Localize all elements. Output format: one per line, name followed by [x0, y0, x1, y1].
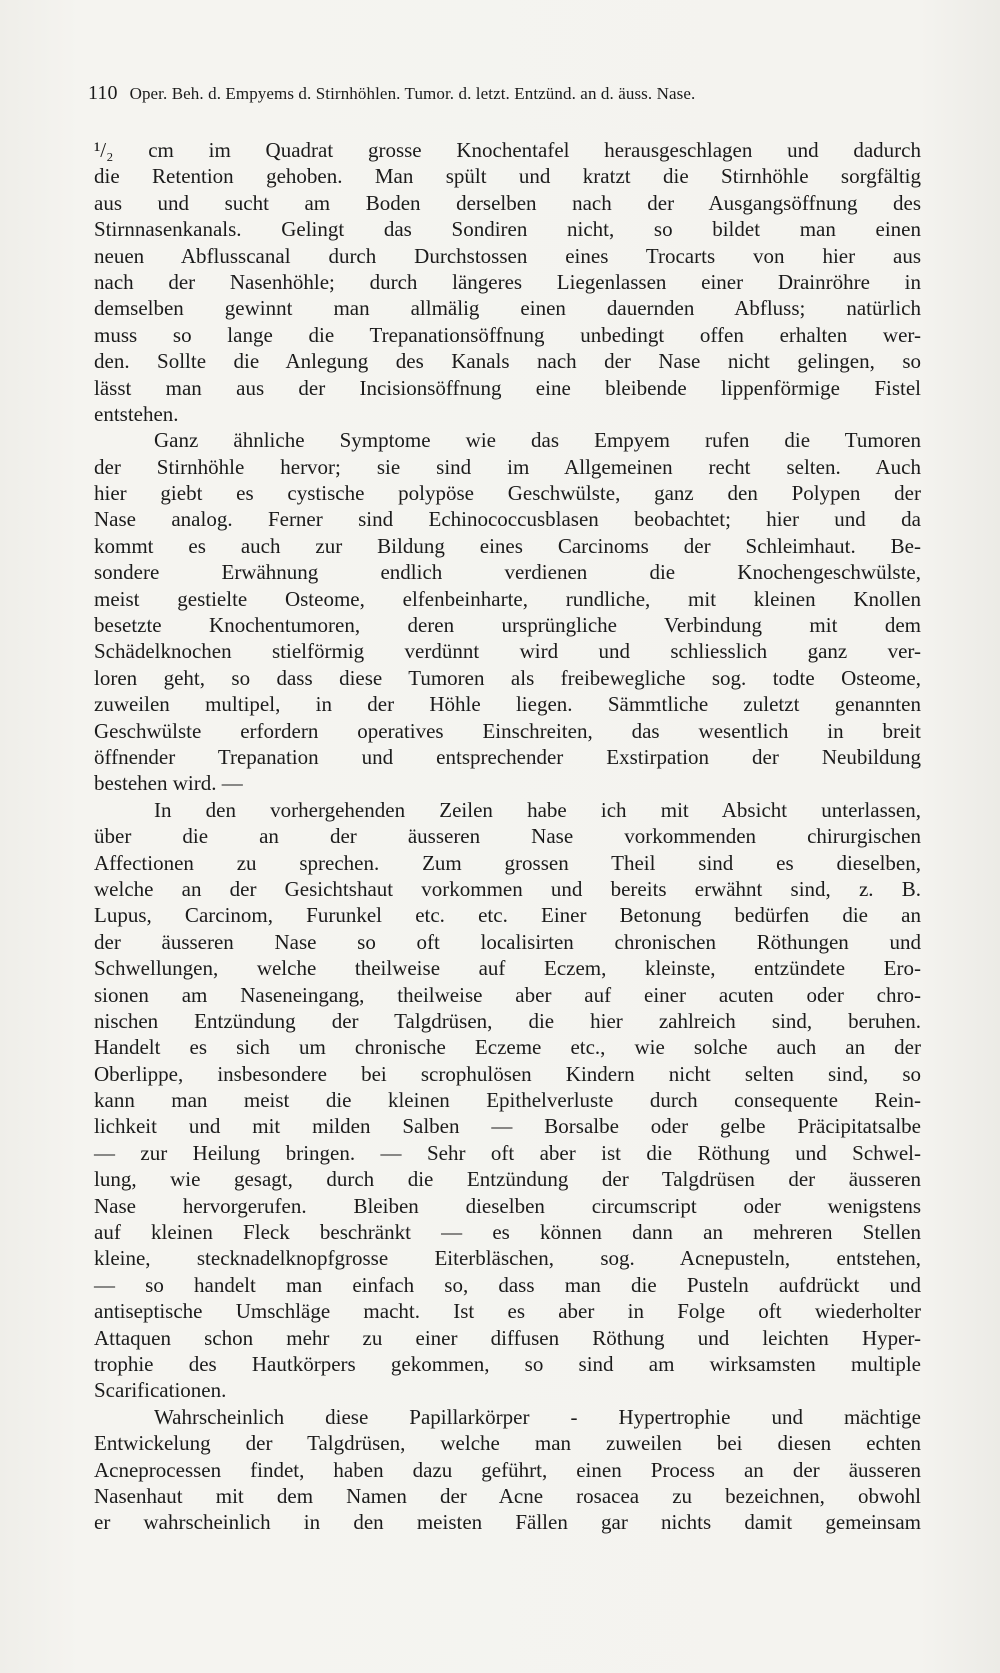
text-line: trophie des Hautkörpers gekommen, so sind am wirksamsten multiple [94, 1351, 921, 1376]
text-line: lung, wie gesagt, durch die Entzündung der Talgdrüsen der äusseren [94, 1167, 921, 1192]
text-line: antiseptische Umschläge macht. Ist es aber in Folge oft wiederholter [94, 1299, 921, 1324]
text-line: hier giebt es cystische polypöse Geschwülste, ganz den Polypen der [94, 481, 921, 506]
text-line: nischen Entzündung der Talgdrüsen, die hier zahlreich sind, beruhen. [94, 1008, 921, 1033]
paragraph [94, 797, 921, 1404]
text-line: Scarificationen. [94, 1378, 227, 1403]
text-line: Wahrscheinlich diese Papillarkörper - Hypertrophie und mächtige [154, 1404, 921, 1429]
text-line: Ganz ähnliche Symptome wie das Empyem rufen die Tumoren [154, 428, 921, 453]
paragraph [94, 137, 921, 427]
text-line: bestehen wird. — [94, 771, 243, 796]
text-line: welche an der Gesichtshaut vorkommen und bereits erwähnt sind, z. B. [94, 876, 921, 901]
running-title: Oper. Beh. d. Empyems d. Stirnhöhlen. Tumor. d. letzt. Entzünd. an d. äuss. Nase. [129, 84, 696, 103]
text-line: neuen Abflusscanal durch Durchstossen eines Trocarts von hier aus [94, 243, 921, 268]
text-line: auf kleinen Fleck beschränkt — es können dann an mehreren Stellen [94, 1220, 921, 1245]
text-line: kann man meist die kleinen Epithelverluste durch consequente Rein- [94, 1088, 921, 1113]
text-line: lässt man aus der Incisionsöffnung eine bleibende lippenförmige Fistel [94, 375, 921, 400]
text-line: sionen am Naseneingang, theilweise aber auf einer acuten oder chro- [94, 982, 921, 1007]
text-line: In den vorhergehenden Zeilen habe ich mit Absicht unterlassen, [154, 797, 921, 822]
paragraph [94, 427, 921, 796]
text-line: Acneprocessen findet, haben dazu geführt, einen Process an der äusseren [94, 1457, 921, 1482]
text-line: Nase hervorgerufen. Bleiben dieselben circumscript oder wenigstens [94, 1193, 921, 1218]
text-line: aus und sucht am Boden derselben nach der Ausgangsöffnung des [94, 190, 921, 215]
text-line: Schädelknochen stielförmig verdünnt wird und schliesslich ganz ver- [94, 639, 921, 664]
text-line: den. Sollte die Anlegung des Kanals nach der Nase nicht gelingen, so [94, 349, 921, 374]
text-line: nach der Nasenhöhle; durch längeres Liegenlassen einer Drainröhre in [94, 269, 921, 294]
text-line: Attaquen schon mehr zu einer diffusen Röthung und leichten Hyper- [94, 1325, 921, 1350]
text-line: der äusseren Nase so oft localisirten chronischen Röthungen und [94, 929, 921, 954]
text-line: der Stirnhöhle hervor; sie sind im Allgemeinen recht selten. Auch [94, 454, 921, 479]
text-line: Oberlippe, insbesondere bei scrophulösen Kindern nicht selten sind, so [94, 1061, 921, 1086]
text-line: zuweilen multipel, in der Höhle liegen. Sämmtliche zuletzt genannten [94, 692, 921, 717]
text-line: Geschwülste erfordern operatives Einschreiten, das wesentlich in breit [94, 718, 921, 743]
text-line: demselben gewinnt man allmälig einen dauernden Abfluss; natürlich [94, 296, 921, 321]
text-line: die Retention gehoben. Man spült und kratzt die Stirnhöhle sorgfältig [94, 164, 921, 189]
text-line: lichkeit und mit milden Salben — Borsalbe oder gelbe Präcipitatsalbe [94, 1114, 921, 1139]
text-line: Stirnnasenkanals. Gelingt das Sondiren nicht, so bildet man einen [94, 217, 921, 242]
text-line: muss so lange die Trepanationsöffnung unbedingt offen erhalten wer- [94, 322, 921, 347]
text-line: Schwellungen, welche theilweise auf Eczem, kleinste, entzündete Ero- [94, 956, 921, 981]
text-line: öffnender Trepanation und entsprechender Exstirpation der Neubildung [94, 744, 921, 769]
text-line: meist gestielte Osteome, elfenbeinharte, rundliche, mit kleinen Knollen [94, 586, 921, 611]
text-line: — so handelt man einfach so, dass man die Pusteln aufdrückt und [94, 1272, 921, 1297]
page-number: 110 [88, 82, 118, 104]
text-line: Nase analog. Ferner sind Echinococcusblasen beobachtet; hier und da [94, 507, 921, 532]
running-header [88, 82, 920, 105]
paragraph [94, 1404, 921, 1536]
text-line: kommt es auch zur Bildung eines Carcinoms der Schleimhaut. Be- [94, 533, 921, 558]
text-line: er wahrscheinlich in den meisten Fällen gar nichts damit gemeinsam [94, 1510, 921, 1535]
text-line: Nasenhaut mit dem Namen der Acne rosacea zu bezeichnen, obwohl [94, 1483, 921, 1508]
text-line: ¹/₂ cm im Quadrat grosse Knochentafel herausgeschlagen und dadurch [94, 138, 921, 162]
text-line: sondere Erwähnung endlich verdienen die Knochengeschwülste, [94, 560, 921, 585]
text-line: über die an der äusseren Nase vorkommenden chirurgischen [94, 824, 921, 849]
text-line: entstehen. [94, 401, 179, 426]
text-line: Entwickelung der Talgdrüsen, welche man zuweilen bei diesen echten [94, 1431, 921, 1456]
text-line: besetzte Knochentumoren, deren ursprüngliche Verbindung mit dem [94, 613, 921, 638]
text-line: loren geht, so dass diese Tumoren als freibewegliche sog. todte Osteome, [94, 665, 921, 690]
text-line: Handelt es sich um chronische Eczeme etc., wie solche auch an der [94, 1035, 921, 1060]
body-text [94, 137, 921, 1536]
text-line: — zur Heilung bringen. — Sehr oft aber ist die Röthung und Schwel- [94, 1140, 921, 1165]
text-line: Affectionen zu sprechen. Zum grossen Theil sind es dieselben, [94, 850, 921, 875]
text-line: kleine, stecknadelknopfgrosse Eiterbläschen, sog. Acnepusteln, entstehen, [94, 1246, 921, 1271]
text-line: Lupus, Carcinom, Furunkel etc. etc. Einer Betonung bedürfen die an [94, 903, 921, 928]
